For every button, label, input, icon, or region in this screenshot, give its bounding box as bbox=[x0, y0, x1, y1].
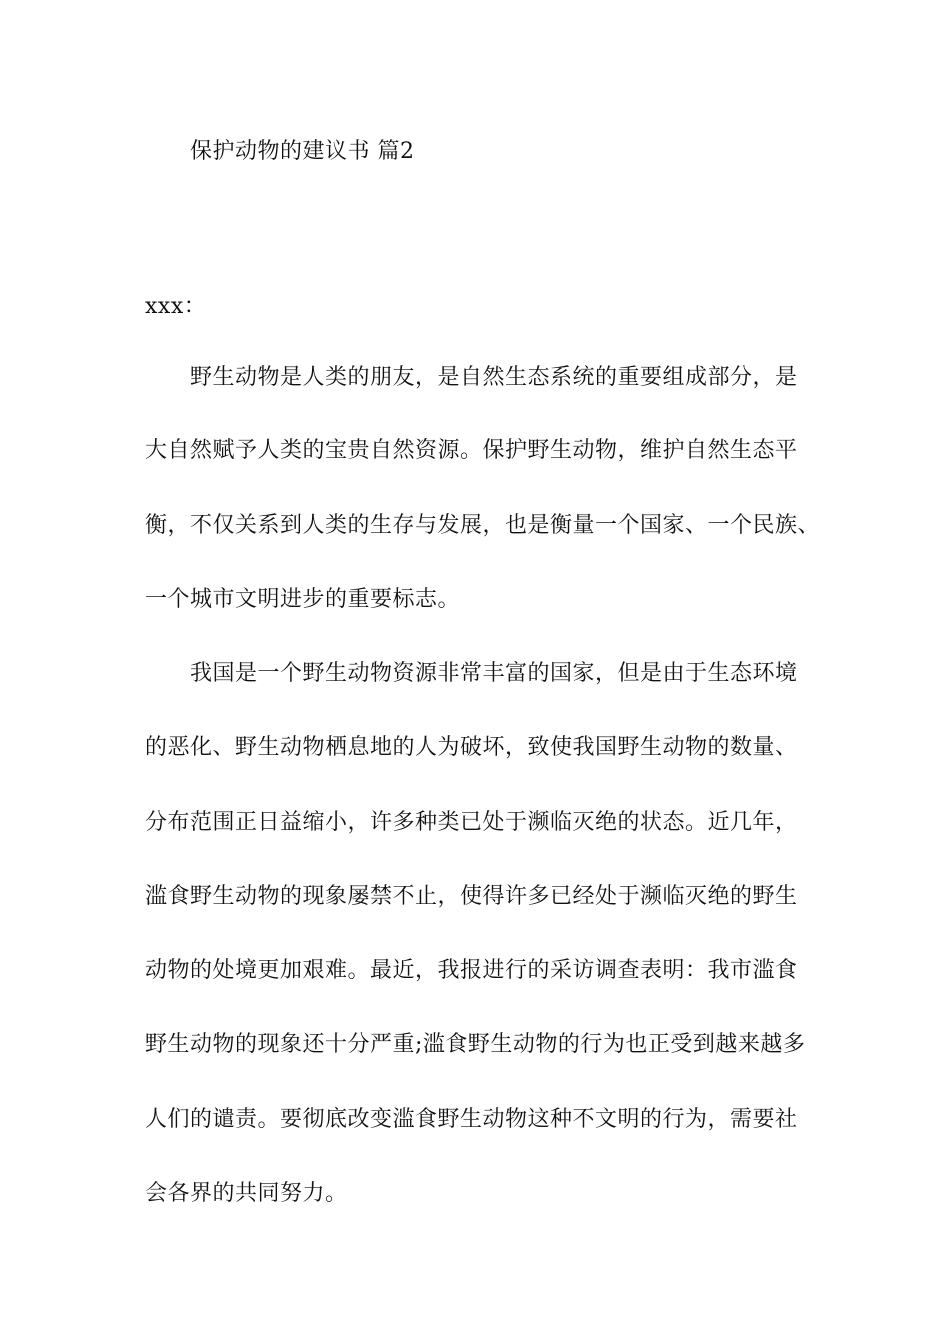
paragraph-2-line-5: 动物的处境更加艰难。最近，我报进行的采访调查表明：我市滥食 bbox=[145, 958, 798, 983]
paragraph-1-line-4: 一个城市文明进步的重要标志。 bbox=[145, 587, 461, 612]
paragraph-2-line-6: 野生动物的现象还十分严重;滥食野生动物的行为也正受到越来越多 bbox=[145, 1032, 806, 1057]
paragraph-2-line-3: 分布范围正日益缩小，许多种类已处于濒临灭绝的状态。近几年， bbox=[145, 810, 798, 835]
paragraph-1-line-1: 野生动物是人类的朋友，是自然生态系统的重要组成部分，是 bbox=[190, 365, 798, 390]
paragraph-2-line-1: 我国是一个野生动物资源非常丰富的国家，但是由于生态环境 bbox=[190, 661, 798, 686]
paragraph-2-line-8: 会各界的共同努力。 bbox=[145, 1181, 348, 1206]
document-title: 保护动物的建议书 篇2 bbox=[190, 139, 415, 164]
paragraph-1-line-3: 衡，不仅关系到人类的生存与发展，也是衡量一个国家、一个民族、 bbox=[145, 513, 821, 538]
paragraph-2-line-7: 人们的谴责。要彻底改变滥食野生动物这种不文明的行为，需要社 bbox=[145, 1107, 798, 1132]
salutation: xxx： bbox=[145, 294, 207, 319]
paragraph-2-line-4: 滥食野生动物的现象屡禁不止，使得许多已经处于濒临灭绝的野生 bbox=[145, 884, 798, 909]
paragraph-2-line-2: 的恶化、野生动物栖息地的人为破坏，致使我国野生动物的数量、 bbox=[145, 735, 798, 760]
paragraph-1-line-2: 大自然赋予人类的宝贵自然资源。保护野生动物，维护自然生态平 bbox=[145, 438, 798, 463]
